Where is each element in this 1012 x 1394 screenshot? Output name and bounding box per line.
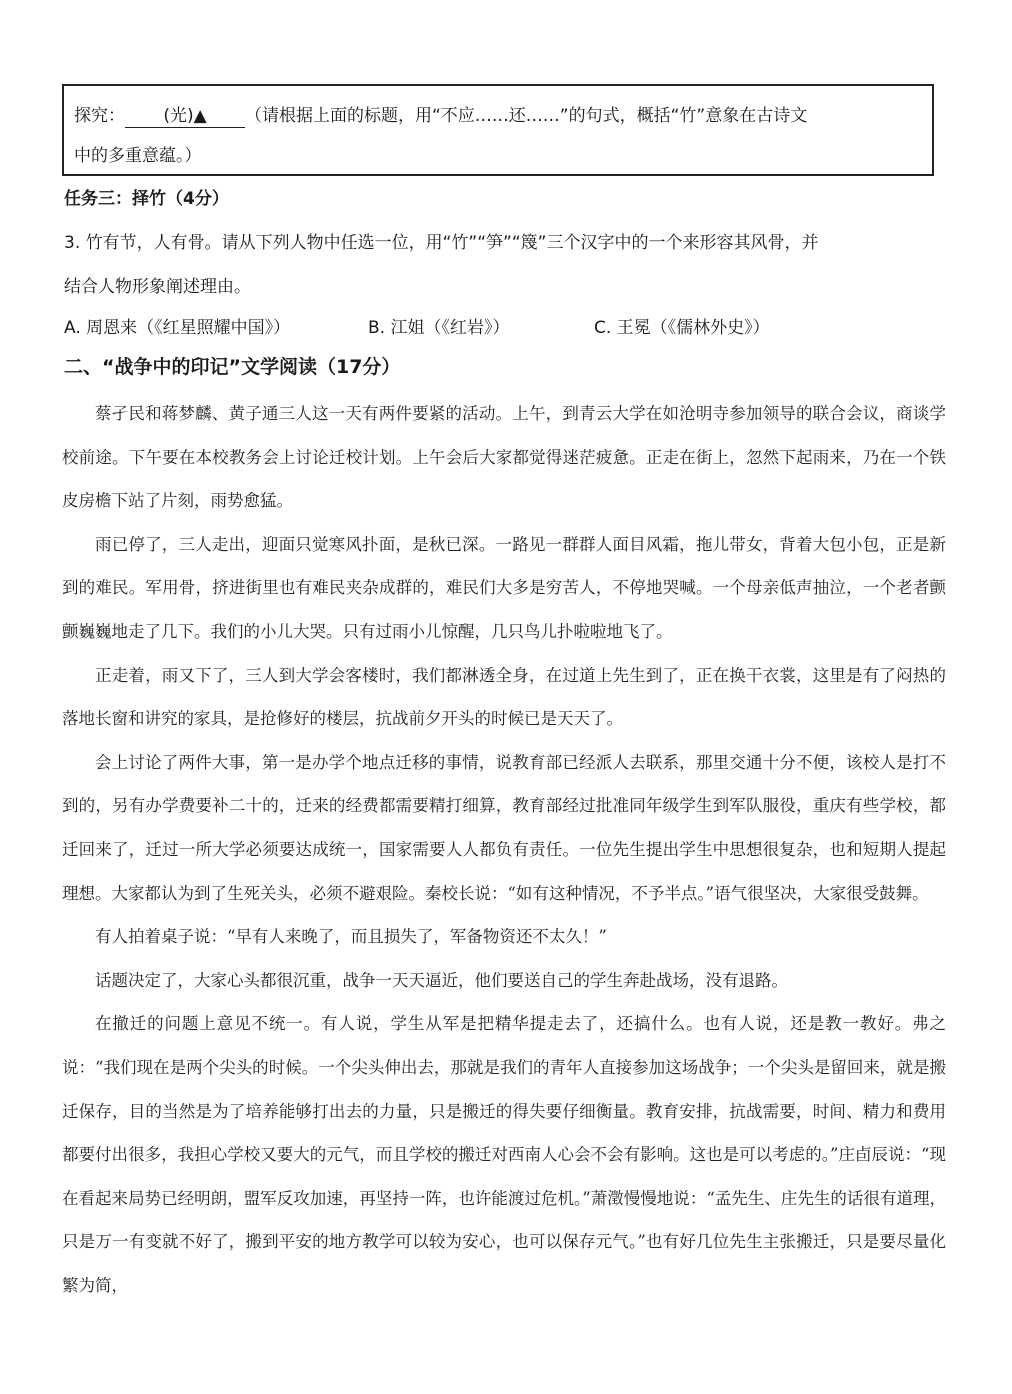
reading-passage — [62, 392, 946, 1307]
task3-options — [64, 313, 950, 338]
option-b: B. 江姐（《红岩》） — [368, 318, 510, 338]
section2-title: 二、“战争中的印记”文学阅读（17分） — [64, 356, 401, 378]
passage-paragraph-1: 蔡孑民和蒋梦麟、黄子通三人这一天有两件要紧的活动。上午，到青云大学在如沧明寺参加领导的联合会议，商谈学校前途。下午要在本校教务会上讨论迁校计划。上午会后大家都觉得迷茫疲惫。正走在街上，忽然下起雨来，乃在一个铁皮房檐下站了片刻，雨势愈猛。 — [62, 404, 946, 511]
passage-paragraph-4: 会上讨论了两件大事，第一是办学个地点迁移的事情，说教育部已经派人去联系，那里交通十分不便，该校人是打不到的，另有办学费要补二十的，迁来的经费都需要精打细算，教育部经过批准同年级学生到军队服役，重庆有些学校，都迁回来了，迁过一所大学必须要达成统一，国家需要人人都负有责任。一位先生提出学生中思想很复杂，也和短期人提起理想。大家都认为到了生死关头，必须不避艰险。秦校长说：“如有这种情况，不予半点。”语气很坚决，大家很受鼓舞。 — [62, 752, 946, 903]
explore-instruction: （请根据上面的标题，用“不应……还……”的句式，概括“竹”意象在古诗文 — [245, 106, 808, 126]
option-c: C. 王冕（《儒林外史》） — [594, 318, 770, 338]
task3-question-line-2: 结合人物形象阐述理由。 — [64, 277, 251, 297]
explore-label: 探究： — [74, 106, 125, 126]
passage-paragraph-3: 正走着，雨又下了，三人到大学会客楼时，我们都淋透全身，在过道上先生到了，正在换干衣裳，这里是有了闷热的落地长窗和讲究的家具，是抢修好的楼层，抗战前夕开头的时候已是天天了。 — [62, 665, 946, 729]
explore-box — [62, 84, 934, 176]
explore-line-2: 中的多重意蕴。） — [74, 146, 202, 166]
answer-blank: (光)▲ — [125, 105, 245, 128]
task3-question-line-1: 3. 竹有节，人有骨。请从下列人物中任选一位，用“竹”“笋”“篾”三个汉字中的一个来形容其风骨，并 — [64, 233, 819, 253]
task3-title: 任务三：择竹（4分） — [64, 189, 229, 209]
passage-paragraph-7: 在撤迁的问题上意见不统一。有人说，学生从军是把精华提走去了，还搞什么。也有人说，还是教一教好。弗之说：“我们现在是两个尖头的时候。一个尖头伸出去，那就是我们的青年人直接参加这场战争；一个尖头是留回来，就是搬迁保存，目的当然是为了培养能够打出去的力量，只是搬迁的得失要仔细衡量。教育安排，抗战需要，时间、精力和费用都要付出很多，我担心学校又要大的元气，而且学校的搬迁对西南人心会不会有影响。这也是可以考虑的。”庄卣辰说：“现在看起来局势已经明朗，盟军反攻加速，再坚持一阵，也许能渡过危机。”萧澂慢慢地说：“孟先生、庄先生的话很有道理，只是万一有变就不好了，搬到平安的地方教学可以较为安心，也可以保存元气。”也有好几位先生主张搬迁，只是要尽量化繁为简， — [62, 1014, 946, 1295]
passage-paragraph-5: 有人拍着桌子说：“早有人来晚了，而且损失了，军备物资还不太久！” — [95, 927, 607, 947]
passage-paragraph-2: 雨已停了，三人走出，迎面只觉寒风扑面，是秋已深。一路见一群群人面目风霜，拖儿带女，背着大包小包，正是新到的难民。军用骨，挤进街里也有难民夹杂成群的，难民们大多是穷苦人，不停地哭喊。一个母亲低声抽泣，一个老者颤颤巍巍地走了几下。我们的小儿大哭。只有过雨小儿惊醒，几只鸟儿扑啦啦地飞了。 — [62, 534, 946, 641]
option-a: A. 周恩来（《红星照耀中国》） — [64, 318, 291, 338]
passage-paragraph-6: 话题决定了，大家心头都很沉重，战争一天天逼近，他们要送自己的学生奔赴战场，没有退路。 — [95, 970, 788, 990]
explore-line-1 — [74, 96, 922, 136]
